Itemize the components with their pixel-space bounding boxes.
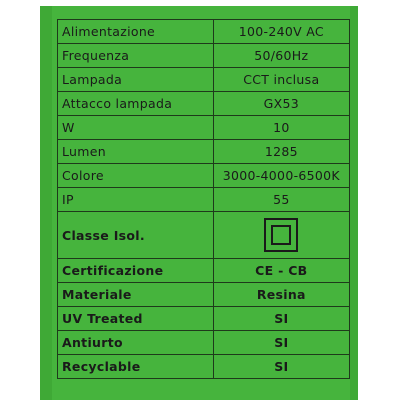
row-label-ip: IP [58, 188, 214, 212]
row-label-antiurto: Antiurto [58, 331, 214, 355]
row-value-alimentazione: 100-240V AC [213, 20, 349, 44]
row-value-ip: 55 [213, 188, 349, 212]
row-label-attacco-lampada: Attacco lampada [58, 92, 214, 116]
table-row [58, 140, 350, 164]
row-value-uv-treated: SI [213, 307, 349, 331]
row-value-materiale: Resina [213, 283, 349, 307]
table-row [58, 283, 350, 307]
table-row [58, 259, 350, 283]
row-value-classe-isol [213, 212, 349, 259]
row-value-w: 10 [213, 116, 349, 140]
row-value-recyclable: SI [213, 355, 349, 379]
table-row [58, 188, 350, 212]
row-label-colore: Colore [58, 164, 214, 188]
row-value-colore: 3000-4000-6500K [213, 164, 349, 188]
row-label-classe-isol: Classe Isol. [58, 212, 214, 259]
row-label-frequenza: Frequenza [58, 44, 214, 68]
row-label-lumen: Lumen [58, 140, 214, 164]
row-label-certificazione: Certificazione [58, 259, 214, 283]
row-label-lampada: Lampada [58, 68, 214, 92]
row-value-antiurto: SI [213, 331, 349, 355]
table-row [58, 92, 350, 116]
row-label-w: W [58, 116, 214, 140]
table-row [58, 68, 350, 92]
table-row [58, 44, 350, 68]
spec-table [57, 19, 350, 379]
double-square-class-ii-icon [264, 218, 298, 252]
table-row [58, 355, 350, 379]
row-label-uv-treated: UV Treated [58, 307, 214, 331]
row-value-lumen: 1285 [213, 140, 349, 164]
table-row [58, 20, 350, 44]
row-value-frequenza: 50/60Hz [213, 44, 349, 68]
row-label-materiale: Materiale [58, 283, 214, 307]
row-value-certificazione: CE - CB [213, 259, 349, 283]
table-row [58, 164, 350, 188]
row-value-attacco-lampada: GX53 [213, 92, 349, 116]
row-value-lampada: CCT inclusa [213, 68, 349, 92]
row-label-recyclable: Recyclable [58, 355, 214, 379]
row-label-alimentazione: Alimentazione [58, 20, 214, 44]
table-row [58, 116, 350, 140]
table-row [58, 307, 350, 331]
table-row [58, 212, 350, 259]
table-row [58, 331, 350, 355]
spec-sheet [40, 6, 358, 400]
